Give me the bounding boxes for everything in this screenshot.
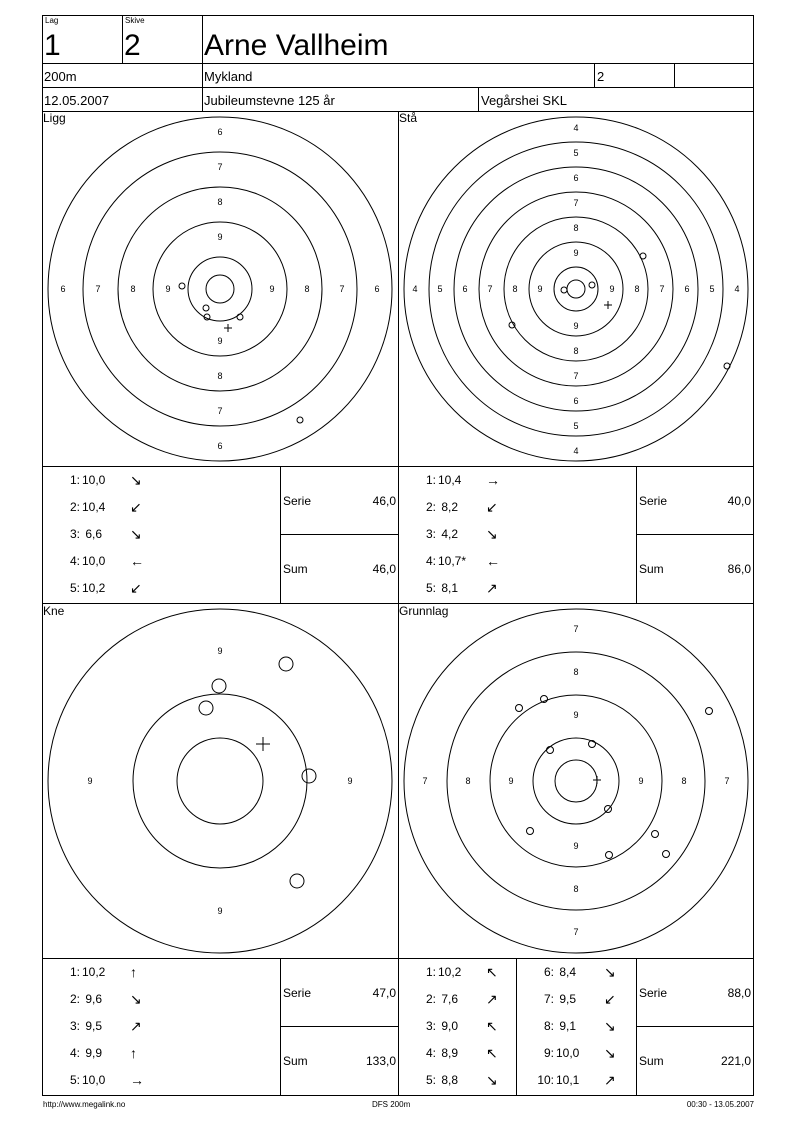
shot-direction-icon: → <box>486 472 500 488</box>
ring-label: 9 <box>638 776 644 786</box>
shot-value: 9,5 <box>82 1019 103 1033</box>
ring-label: 8 <box>304 284 310 294</box>
ring-label: 9 <box>508 776 514 786</box>
ring-label: 7 <box>217 162 223 172</box>
shot-number: 5: <box>69 1073 80 1087</box>
ring-label: 7 <box>573 624 579 634</box>
shot-direction-icon: ↗ <box>604 1072 616 1088</box>
serie-label: Serie <box>639 494 668 508</box>
ring-label: 9 <box>217 232 223 242</box>
shot-number: 7: <box>543 992 554 1006</box>
section-title-kne: Kne <box>43 604 65 618</box>
shot-number: 2: <box>69 500 80 514</box>
shot-hole <box>547 747 554 754</box>
footer-url[interactable]: http://www.megalink.no <box>43 1100 126 1109</box>
shot-value: 7,6 <box>438 992 459 1006</box>
shot-value: 4,2 <box>438 527 459 541</box>
ring-label: 5 <box>573 148 579 158</box>
shot-hole <box>199 701 213 715</box>
shot-hole <box>640 253 646 259</box>
shot-value: 9,0 <box>438 1019 459 1033</box>
shot-direction-icon: ← <box>486 553 500 569</box>
serie-value: 47,0 <box>372 986 396 1000</box>
shot-direction-icon: ← <box>130 553 144 569</box>
footer-program: DFS 200m <box>372 1100 411 1109</box>
ring-label: 6 <box>60 284 66 294</box>
serie-value: 40,0 <box>727 494 751 508</box>
shot-value: 6,6 <box>82 527 103 541</box>
sum-label: Sum <box>639 562 664 576</box>
shot-direction-icon: ↑ <box>130 964 137 980</box>
shot-value: 10,0 <box>82 554 106 568</box>
shot-value: 10,2 <box>82 581 106 595</box>
shot-value: 9,5 <box>556 992 577 1006</box>
host: Vegårshei SKL <box>481 93 568 108</box>
sum-value: 46,0 <box>372 562 396 576</box>
shot-list-ligg <box>42 466 280 603</box>
shot-number: 4: <box>69 1046 80 1060</box>
ring-label: 9 <box>573 248 579 258</box>
shot-direction-icon: ↘ <box>130 472 142 488</box>
shot-hole <box>203 305 209 311</box>
shot-hole <box>652 831 659 838</box>
footer-timestamp: 00:30 - 13.05.2007 <box>686 1100 754 1109</box>
shot-number: 5: <box>69 581 80 595</box>
shot-number: 6: <box>543 965 554 979</box>
shot-direction-icon: → <box>130 1072 144 1088</box>
ring-label: 8 <box>634 284 640 294</box>
ring-label: 5 <box>573 421 579 431</box>
sum-value: 133,0 <box>365 1054 396 1068</box>
center-mark <box>604 301 612 309</box>
shot-hole <box>290 874 304 888</box>
shot-number: 1: <box>425 473 436 487</box>
ring-label: 5 <box>709 284 715 294</box>
shot-direction-icon: ↑ <box>130 1045 137 1061</box>
ring-label: 9 <box>609 284 615 294</box>
ring-label: 7 <box>573 927 579 937</box>
ring-label: 8 <box>573 667 579 677</box>
ring-label: 9 <box>217 646 223 656</box>
shot-direction-icon: ↗ <box>486 580 498 596</box>
ring-label: 4 <box>573 446 579 456</box>
ring-label: 8 <box>217 197 223 207</box>
ring-label: 7 <box>95 284 101 294</box>
shot-value: 10,0 <box>82 1073 106 1087</box>
ring-label: 7 <box>339 284 345 294</box>
ring-label: 6 <box>217 441 223 451</box>
shot-hole <box>527 828 534 835</box>
target-staa <box>399 112 753 466</box>
ring-label: 8 <box>573 223 579 233</box>
ring-label: 9 <box>573 710 579 720</box>
shot-number: 4: <box>425 1046 436 1060</box>
serie-label: Serie <box>283 986 312 1000</box>
shot-hole <box>212 679 226 693</box>
shot-value: 9,9 <box>82 1046 103 1060</box>
sum-value: 221,0 <box>720 1054 751 1068</box>
ring-label: 6 <box>462 284 468 294</box>
shot-list-kne <box>42 958 280 1095</box>
ring-label: 8 <box>217 371 223 381</box>
center-mark <box>256 737 270 751</box>
shot-list-grunnlag-1 <box>398 958 516 1095</box>
sum-label: Sum <box>283 1054 308 1068</box>
distance: 200m <box>44 69 77 84</box>
shot-number: 2: <box>69 992 80 1006</box>
ring-label: 9 <box>269 284 275 294</box>
ring-label: 9 <box>217 906 223 916</box>
ring-label: 6 <box>374 284 380 294</box>
shot-hole <box>589 282 595 288</box>
shot-hole <box>179 283 185 289</box>
shot-number: 9: <box>543 1046 554 1060</box>
ring-label: 7 <box>573 198 579 208</box>
shot-direction-icon: ↘ <box>604 1018 616 1034</box>
shot-value: 8,1 <box>438 581 459 595</box>
sum-label: Sum <box>639 1054 664 1068</box>
shot-number: 3: <box>425 527 436 541</box>
ring-label: 9 <box>537 284 543 294</box>
shot-number: 1: <box>425 965 436 979</box>
ring-label: 8 <box>573 346 579 356</box>
ring-label: 9 <box>165 284 171 294</box>
shot-hole <box>237 314 243 320</box>
ring-label: 4 <box>573 123 579 133</box>
shot-value: 8,8 <box>438 1073 459 1087</box>
shot-direction-icon: ↘ <box>604 964 616 980</box>
shot-hole <box>606 852 613 859</box>
section-title-grunnlag: Grunnlag <box>399 604 449 618</box>
shot-number: 3: <box>425 1019 436 1033</box>
shot-number: 2: <box>425 992 436 1006</box>
ring-label: 9 <box>573 321 579 331</box>
shot-number: 4: <box>69 554 80 568</box>
ring-label: 8 <box>512 284 518 294</box>
shot-direction-icon: ↘ <box>130 526 142 542</box>
shot-hole <box>279 657 293 671</box>
serie-label: Serie <box>283 494 312 508</box>
shot-number: 2: <box>425 500 436 514</box>
lag-value: 1 <box>44 29 61 62</box>
shot-direction-icon: ↖ <box>486 1018 498 1034</box>
club: Mykland <box>204 69 253 84</box>
ring-label: 7 <box>217 406 223 416</box>
ring-label: 9 <box>217 336 223 346</box>
shot-number: 4: <box>425 554 436 568</box>
shot-hole <box>706 708 713 715</box>
shot-direction-icon: ↙ <box>604 991 616 1007</box>
date: 12.05.2007 <box>44 93 110 108</box>
ring-label: 8 <box>681 776 687 786</box>
lag-label: Lag <box>45 16 59 25</box>
shot-hole <box>516 705 523 712</box>
shot-value: 9,1 <box>556 1019 577 1033</box>
shot-direction-icon: ↖ <box>486 1045 498 1061</box>
shot-value: 10,7* <box>438 554 467 568</box>
shot-number: 3: <box>69 1019 80 1033</box>
skive-value: 2 <box>124 29 141 62</box>
ring-label: 6 <box>573 173 579 183</box>
shot-number: 10: <box>537 1073 554 1087</box>
shot-direction-icon: ↙ <box>130 580 142 596</box>
shot-number: 8: <box>543 1019 554 1033</box>
serie-value: 88,0 <box>727 986 751 1000</box>
shot-list-grunnlag-2 <box>516 958 636 1095</box>
target-grunnlag <box>399 604 753 958</box>
ring-label: 5 <box>437 284 443 294</box>
shot-value: 10,0 <box>556 1046 580 1060</box>
shot-value: 8,2 <box>438 500 459 514</box>
shot-value: 10,4 <box>82 500 106 514</box>
ring-label: 7 <box>422 776 428 786</box>
shot-number: 5: <box>425 581 436 595</box>
shot-direction-icon: ↙ <box>130 499 142 515</box>
shot-value: 9,6 <box>82 992 103 1006</box>
sum-value: 86,0 <box>727 562 751 576</box>
shot-direction-icon: ↙ <box>486 499 498 515</box>
shot-number: 5: <box>425 1073 436 1087</box>
shot-value: 10,2 <box>82 965 106 979</box>
ring-label: 8 <box>465 776 471 786</box>
class: 2 <box>597 69 605 84</box>
shot-value: 10,1 <box>556 1073 580 1087</box>
ring-label: 7 <box>659 284 665 294</box>
shot-number: 1: <box>69 965 80 979</box>
shot-hole <box>302 769 316 783</box>
ring-label: 6 <box>573 396 579 406</box>
shot-hole <box>297 417 303 423</box>
shot-direction-icon: ↘ <box>604 1045 616 1061</box>
target-ligg <box>43 112 398 466</box>
shot-value: 10,4 <box>438 473 462 487</box>
section-title-ligg: Ligg <box>43 111 66 125</box>
shot-list-staa <box>398 466 636 603</box>
shot-direction-icon: ↘ <box>130 991 142 1007</box>
center-mark <box>593 776 601 784</box>
ring-label: 9 <box>347 776 353 786</box>
shot-hole <box>561 287 567 293</box>
shot-hole <box>724 363 730 369</box>
shot-hole <box>663 851 670 858</box>
shot-number: 3: <box>69 527 80 541</box>
shot-value: 8,4 <box>556 965 577 979</box>
shooter-name: Arne Vallheim <box>204 29 389 62</box>
shot-value: 10,0 <box>82 473 106 487</box>
ring-label: 9 <box>573 841 579 851</box>
ring-label: 8 <box>573 884 579 894</box>
event: Jubileumstevne 125 år <box>204 93 335 108</box>
section-title-staa: Stå <box>399 111 418 125</box>
shot-direction-icon: ↘ <box>486 1072 498 1088</box>
ring-label: 6 <box>684 284 690 294</box>
ring-label: 4 <box>412 284 418 294</box>
ring-label: 7 <box>573 371 579 381</box>
shot-number: 1: <box>69 473 80 487</box>
shot-direction-icon: ↘ <box>486 526 498 542</box>
sum-label: Sum <box>283 562 308 576</box>
target-kne <box>43 604 398 958</box>
ring-label: 7 <box>724 776 730 786</box>
ring-label: 8 <box>130 284 136 294</box>
shot-value: 10,2 <box>438 965 462 979</box>
ring-label: 6 <box>217 127 223 137</box>
ring-label: 9 <box>87 776 93 786</box>
shot-value: 8,9 <box>438 1046 459 1060</box>
ring-label: 7 <box>487 284 493 294</box>
shot-direction-icon: ↖ <box>486 964 498 980</box>
serie-label: Serie <box>639 986 668 1000</box>
shot-direction-icon: ↗ <box>486 991 498 1007</box>
skive-label: Skive <box>125 16 145 25</box>
serie-value: 46,0 <box>372 494 396 508</box>
ring-label: 4 <box>734 284 740 294</box>
center-mark <box>224 324 232 332</box>
shot-direction-icon: ↗ <box>130 1018 142 1034</box>
